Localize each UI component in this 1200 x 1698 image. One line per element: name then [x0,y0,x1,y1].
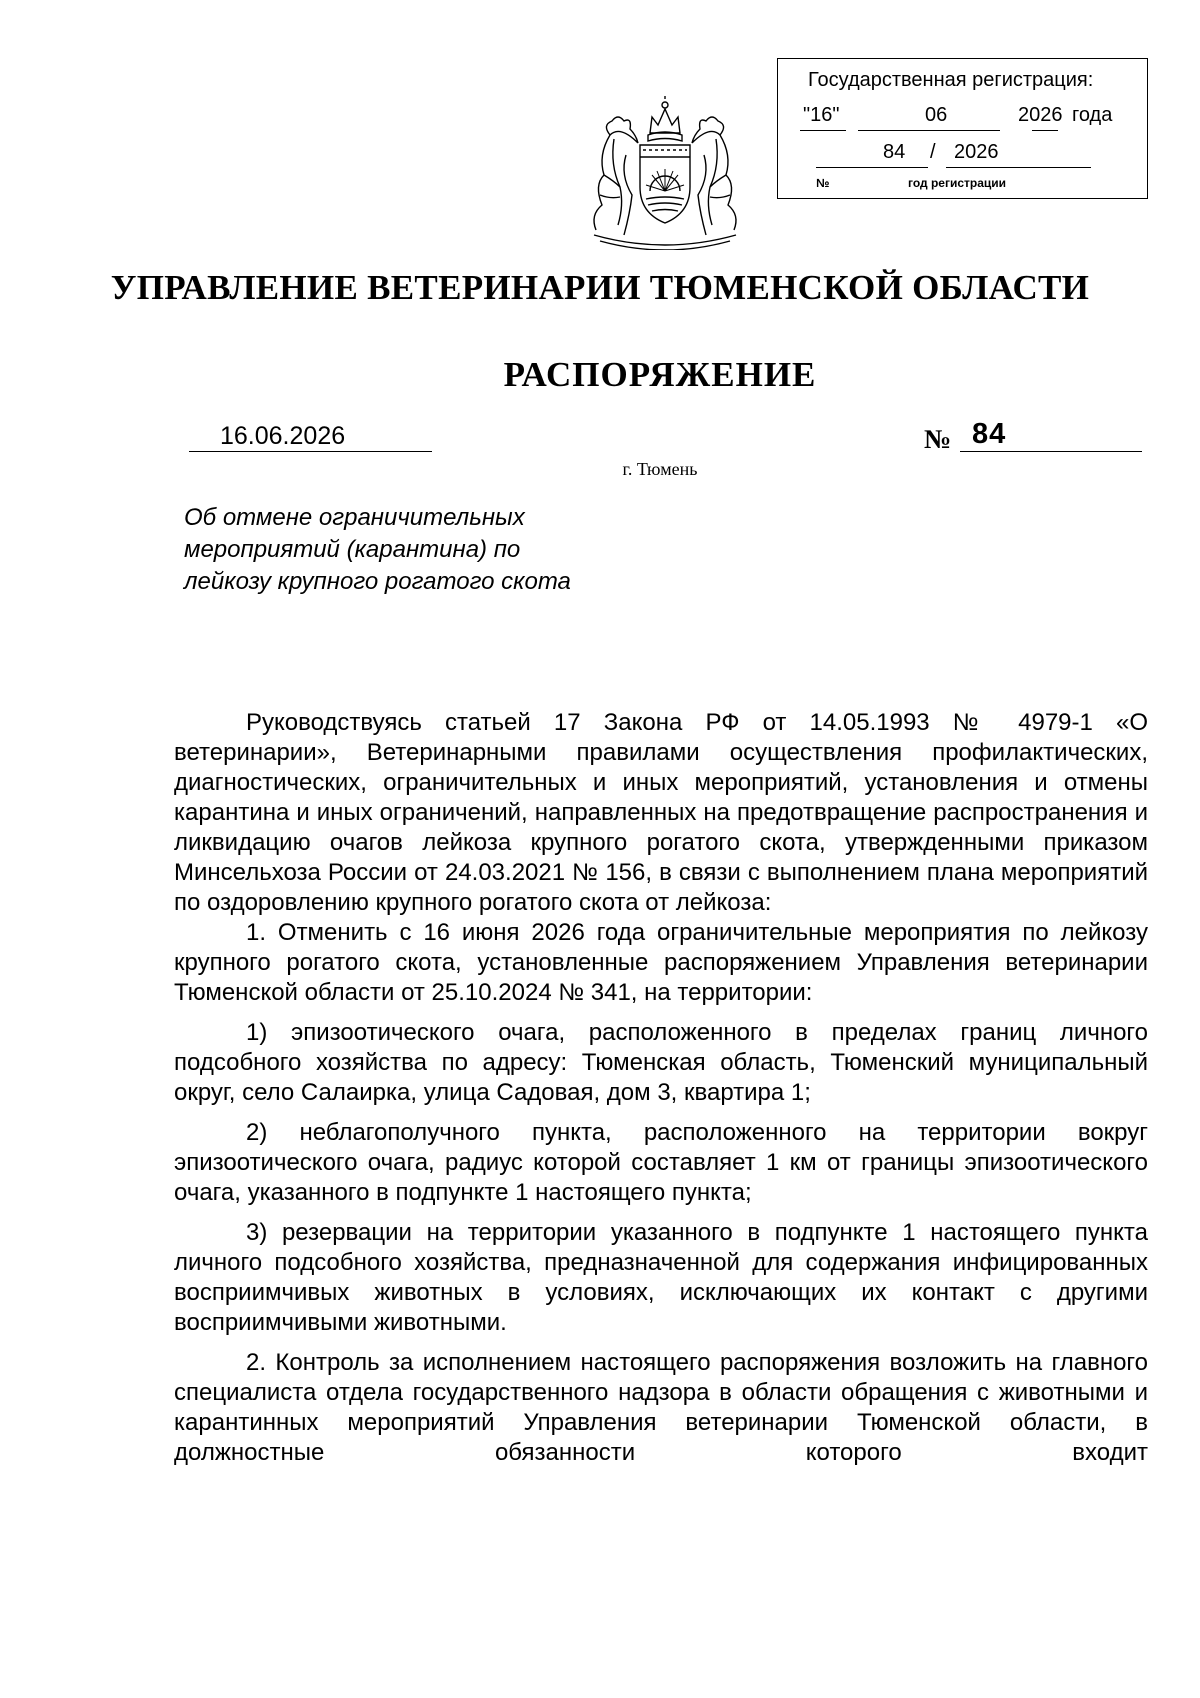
registration-reg-year: 2026 [954,141,999,163]
organization-title: УПРАВЛЕНИЕ ВЕТЕРИНАРИИ ТЮМЕНСКОЙ ОБЛАСТИ [110,268,1090,307]
registration-month: 06 [925,104,948,126]
body-paragraph-preamble: Руководствуясь статьей 17 Закона РФ от 14.05.1993 № 4979-1 «О ветеринарии», Ветеринарными правилами осуществления профилактических, диагностических, ограничительных и иных мероприятий, установления и отмены карантина и иных ограничений, направленных на предотвращение распространения и ликвидацию очагов лейкоза крупного рогатого скота, утвержденными приказом Минсельхоза России от 24.03.2021 № 156, в связи с выполнением плана мероприятий по оздоровлению крупного рогатого скота от лейкоза: [174,709,1148,916]
registration-day: "16" [803,104,840,126]
subject-line: Об отмене ограничительных [184,504,525,531]
registration-day-underline [800,130,846,131]
registration-month-underline [858,130,1000,131]
body-paragraph-subitem-3: 3) резервации на территории указанного в подпункте 1 настоящего пункта личного подсобного хозяйства, предназначенной для содержания инфицированных восприимчивых животных в условиях, исключающих их контакт с другими восприимчивыми животными. [174,1219,1148,1336]
registration-title: Государственная регистрация: [808,69,1094,91]
document-number: 84 [972,418,1007,450]
document-number-sign: № [924,424,952,454]
registration-reg-year-underline [946,167,1091,168]
document-subject [184,502,644,598]
registration-number-underline [816,167,928,168]
body-paragraph-item-2: 2. Контроль за исполнением настоящего распоряжения возложить на главного специалиста отдела государственного надзора в области обращения с животными и карантинных мероприятий Управления ветеринарии Тюменской области, в должностные обязанности которого входит [174,1349,1148,1466]
registration-separator: / [930,141,936,163]
body-paragraph-item-1: 1. Отменить с 16 июня 2026 года ограничительные мероприятия по лейкозу крупного рогатого скота, установленные распоряжением Управления ветеринарии Тюменской области от 25.10.2024 № 341, на территории: [174,919,1148,1006]
registration-year: 2026 [1018,104,1063,126]
registration-number: 84 [883,141,906,163]
registration-year-caption: год регистрации [908,176,1007,190]
document-number-underline [960,451,1142,452]
subject-line: лейкозу крупного рогатого скота [184,568,571,595]
document-date: 16.06.2026 [220,422,346,450]
registration-number-caption: № [816,176,830,190]
registration-stamp [777,58,1148,199]
coat-of-arms-emblem [580,95,750,250]
body-paragraph-subitem-2: 2) неблагополучного пункта, расположенного на территории вокруг эпизоотического очага, радиус которой составляет 1 км от границы эпизоотического очага, указанного в подпункте 1 настоящего пункта; [174,1119,1148,1206]
document-type-heading: РАСПОРЯЖЕНИЕ [503,355,817,394]
body-paragraph-subitem-1: 1) эпизоотического очага, расположенного в пределах границ личного подсобного хозяйства по адресу: Тюменская область, Тюменский муниципальный округ, село Салаирка, улица Садовая, дом 3, квартира 1; [174,1019,1148,1106]
registration-year-suffix: года [1072,104,1113,126]
registration-year-underline [1032,130,1058,131]
subject-line: мероприятий (карантина) по [184,536,521,563]
document-city: г. Тюмень [622,459,698,479]
document-date-underline [189,451,432,452]
document-body [174,708,1148,1478]
